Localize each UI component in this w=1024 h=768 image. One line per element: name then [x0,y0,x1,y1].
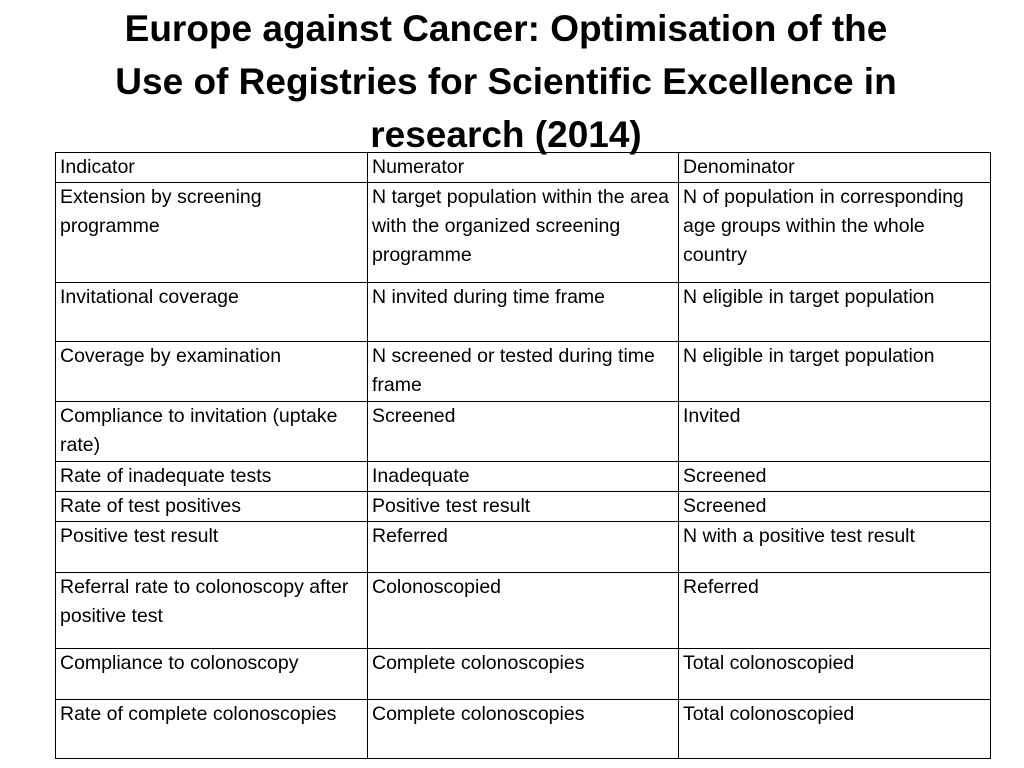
table-row [56,342,991,402]
cell-numerator: Complete colonoscopies [368,649,679,700]
cell-indicator: Referral rate to colonoscopy after positive test [56,573,368,649]
table-row [56,183,991,283]
cell-denominator: N eligible in target population [679,283,991,342]
cell-denominator: Screened [679,462,991,492]
slide-title [40,2,972,161]
cell-denominator: N with a positive test result [679,522,991,573]
cell-numerator: Colonoscopied [368,573,679,649]
cell-denominator: Invited [679,402,991,462]
slide-title-line: Use of Registries for Scientific Excellence in [115,61,897,102]
cell-numerator: Inadequate [368,462,679,492]
cell-indicator: Rate of inadequate tests [56,462,368,492]
cell-denominator: Total colonoscopied [679,649,991,700]
cell-numerator: Referred [368,522,679,573]
cell-denominator: Screened [679,492,991,522]
cell-indicator: Rate of complete colonoscopies [56,700,368,759]
indicator-table [55,152,991,759]
cell-indicator: Rate of test positives [56,492,368,522]
cell-indicator: Invitational coverage [56,283,368,342]
slide-title-line: Europe against Cancer: Optimisation of the [124,8,888,49]
cell-indicator: Coverage by examination [56,342,368,402]
header-numerator: Numerator [368,153,679,183]
header-indicator: Indicator [56,153,368,183]
cell-indicator: Extension by screening programme [56,183,368,283]
header-denominator: Denominator [679,153,991,183]
cell-numerator: Screened [368,402,679,462]
table-header-row [56,153,991,183]
cell-denominator: Total colonoscopied [679,700,991,759]
cell-numerator: N invited during time frame [368,283,679,342]
table-row [56,649,991,700]
table-row [56,402,991,462]
cell-numerator: N screened or tested during time frame [368,342,679,402]
cell-denominator: N eligible in target population [679,342,991,402]
cell-denominator: Referred [679,573,991,649]
cell-denominator: N of population in corresponding age groups within the whole country [679,183,991,283]
table-row [56,283,991,342]
cell-numerator: N target population within the area with the organized screening programme [368,183,679,283]
table-row [56,522,991,573]
table-row [56,492,991,522]
table-row [56,573,991,649]
cell-numerator: Positive test result [368,492,679,522]
cell-numerator: Complete colonoscopies [368,700,679,759]
table-row [56,462,991,492]
table-row [56,700,991,759]
slide-title-line: research (2014) [370,114,642,155]
cell-indicator: Compliance to colonoscopy [56,649,368,700]
cell-indicator: Positive test result [56,522,368,573]
cell-indicator: Compliance to invitation (uptake rate) [56,402,368,462]
